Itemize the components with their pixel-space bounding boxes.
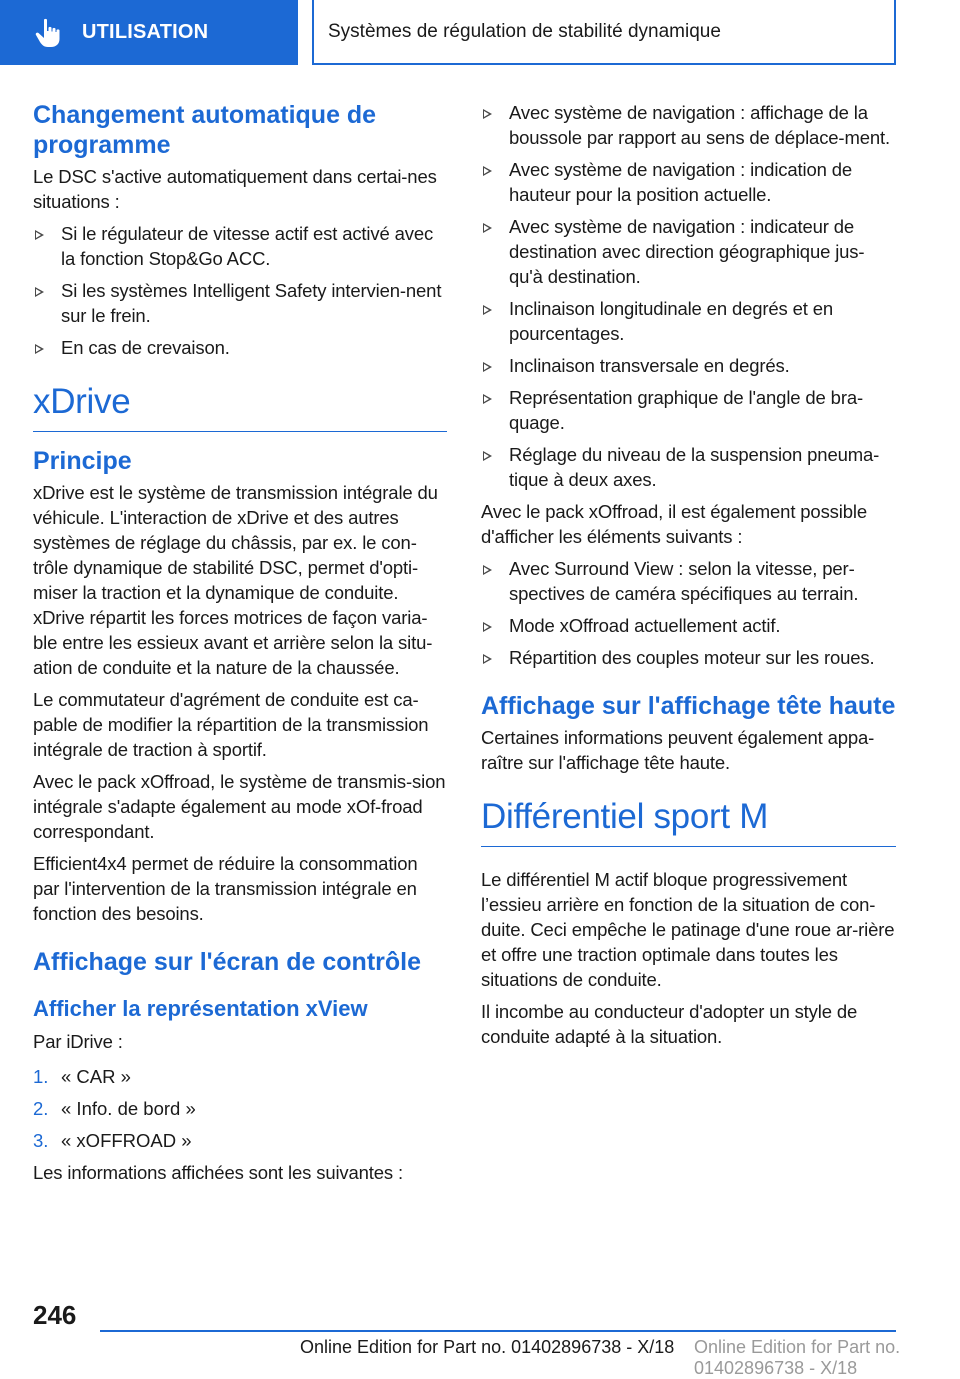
triangle-bullet-icon [483, 622, 492, 632]
triangle-bullet-icon [483, 166, 492, 176]
list-xoffroad [481, 556, 896, 670]
paragraph-auto-program: Le DSC s'active automatiquement dans certai-nes situations : [33, 166, 437, 212]
heading-diff-sport-m: Différentiel sport M [481, 796, 896, 847]
list-item: Répartition des couples moteur sur les roues. [481, 645, 896, 670]
paragraph-xoffroad: Avec le pack xOffroad, il est également possible d'afficher les éléments suivants : [481, 501, 867, 547]
heading-xview: Afficher la représentation xView [33, 996, 368, 1021]
heading-hud: Affichage sur l'affichage tête haute [481, 692, 896, 720]
step-item: 2. « Info. de bord » [33, 1098, 196, 1119]
triangle-bullet-icon [35, 287, 44, 297]
list-item: Réglage du niveau de la suspension pneuma-tique à deux axes. [481, 442, 896, 492]
triangle-bullet-icon [483, 565, 492, 575]
section-title: UTILISATION [82, 21, 209, 43]
paragraph-principe-1: xDrive est le système de transmission intégrale du véhicule. L'interaction de xDrive et des autres systèmes de réglage du châssis, par ex. le con-trôle dynamique de stabilité DSC, permet d'opti-miser la traction et la dynamique de conduite. [33, 482, 438, 603]
triangle-bullet-icon [483, 362, 492, 372]
heading-xdrive: xDrive [33, 381, 447, 432]
paragraph-diff-2: Il incombe au conducteur d'adopter un style de conduite adapté à la situation. [481, 1001, 858, 1047]
steps-list [33, 1064, 447, 1153]
paragraph-principe-2: xDrive répartit les forces motrices de façon varia-ble entre les essieux avant et arrière selon la situ-ation de conduite et la nature de la chaussée. [33, 607, 433, 678]
list-item: Représentation graphique de l'angle de bra-quage. [481, 385, 896, 435]
list-item: Avec Surround View : selon la vitesse, per-spectives de caméra spécifiques au terrain. [481, 556, 896, 606]
section-header [0, 0, 298, 65]
triangle-bullet-icon [35, 230, 44, 240]
list-item: En cas de crevaison. [33, 335, 447, 360]
triangle-bullet-icon [35, 344, 44, 354]
step-item: 1. « CAR » [33, 1066, 131, 1087]
step-item: 3. « xOFFROAD » [33, 1130, 192, 1151]
chapter-header [312, 0, 896, 65]
chapter-title: Systèmes de régulation de stabilité dynamique [328, 20, 721, 42]
list-item: Avec système de navigation : indicateur de destination avec direction géographique jus-qu'à destination. [481, 214, 896, 289]
list-navigation-info [481, 100, 896, 492]
list-item: Mode xOffroad actuellement actif. [481, 613, 896, 638]
triangle-bullet-icon [483, 654, 492, 664]
triangle-bullet-icon [483, 451, 492, 461]
paragraph-principe-5: Efficient4x4 permet de réduire la consommation par l'intervention de la transmission intégrale en fonction des besoins. [33, 853, 418, 924]
heading-ecran-controle: Affichage sur l'écran de contrôle [33, 948, 421, 976]
footer-edition: Online Edition for Part no. 01402896738 - X/18 [300, 1337, 675, 1357]
footer-divider [100, 1330, 896, 1332]
list-item: Inclinaison transversale en degrés. [481, 353, 896, 378]
paragraph-idrive: Par iDrive : [33, 1031, 123, 1052]
paragraph-principe-3: Le commutateur d'agrément de conduite est ca-pable de modifier la répartition de la transmission intégrale de traction à sportif. [33, 689, 429, 760]
triangle-bullet-icon [483, 109, 492, 119]
list-item: Inclinaison longitudinale en degrés et en pourcentages. [481, 296, 896, 346]
list-item: Si les systèmes Intelligent Safety intervien-nent sur le frein. [33, 278, 447, 328]
paragraph-infos: Les informations affichées sont les suivantes : [33, 1162, 404, 1183]
hand-pointer-icon [30, 15, 66, 51]
list-item: Avec système de navigation : indication de hauteur pour la position actuelle. [481, 157, 896, 207]
list-auto-program [33, 221, 447, 360]
heading-auto-program: Changement automatique de programme [33, 101, 377, 159]
right-column [481, 100, 896, 1056]
left-column [33, 100, 447, 1192]
paragraph-diff-1: Le différentiel M actif bloque progressivement l’essieu arrière en fonction de la situation de con-duite. Ceci empêche le patinage d'une roue ar-rière et offre une traction optimale dans toutes les situations de conduite. [481, 869, 895, 990]
paragraph-principe-4: Avec le pack xOffroad, le système de transmis-sion intégrale s'adapte également au mode xOf-froad correspondant. [33, 771, 446, 842]
watermark: Online Edition for Part no. 01402896738 - X/18 [690, 1337, 960, 1379]
list-item: Avec système de navigation : affichage de la boussole par rapport au sens de déplace-ment. [481, 100, 896, 150]
heading-principe: Principe [33, 447, 132, 475]
page-number: 246 [33, 1300, 77, 1330]
triangle-bullet-icon [483, 394, 492, 404]
list-item: Si le régulateur de vitesse actif est activé avec la fonction Stop&Go ACC. [33, 221, 447, 271]
triangle-bullet-icon [483, 305, 492, 315]
paragraph-hud: Certaines informations peuvent également appa-raître sur l'affichage tête haute. [481, 727, 875, 773]
triangle-bullet-icon [483, 223, 492, 233]
